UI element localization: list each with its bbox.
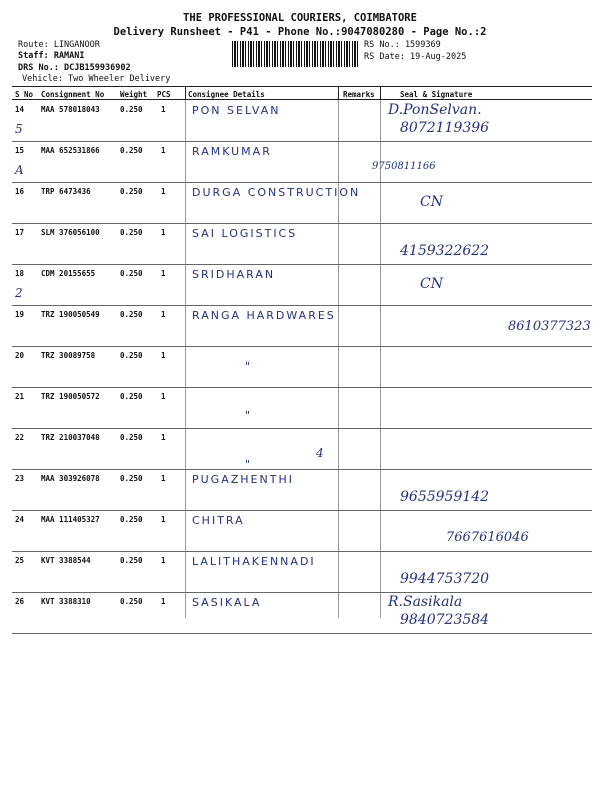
col-remarks: Remarks [343,90,375,99]
row-consignment-no: TRZ 30089758 [41,351,96,360]
row-signature: CN [420,194,443,210]
row-pcs: 1 [161,597,166,606]
row-sno: 17 [15,228,25,237]
row-weight: 0.250 [120,597,143,606]
row-pcs: 1 [161,556,166,565]
row-sno: 21 [15,392,25,401]
table-header-rule [12,99,592,100]
row-consignee: SRIDHARAN [192,268,276,281]
row-margin-mark: A [15,163,24,177]
row-pcs: 1 [161,228,166,237]
row-consignee: " [245,409,253,422]
row-weight: 0.250 [120,105,143,114]
table-row-rule [12,510,592,511]
row-consignment-no: TRP 6473436 [41,187,91,196]
col-divider [380,86,381,100]
row-consignment-no: TRZ 210037048 [41,433,100,442]
row-sno: 26 [15,597,25,606]
vehicle: Vehicle: Two Wheeler Delivery [22,74,171,84]
col-divider [338,86,339,100]
table-row-rule [12,305,592,306]
row-consignee: " [245,360,253,373]
row-sno: 16 [15,187,25,196]
row-weight: 0.250 [120,556,143,565]
row-pcs: 1 [161,187,166,196]
row-pcs: 1 [161,515,166,524]
table-row-rule [12,387,592,388]
row-signature: D.PonSelvan. [388,102,482,118]
table-row-rule [12,428,592,429]
row-phone-number: 9655959142 [400,489,490,505]
table-top-rule [12,86,592,87]
row-consignee: DURGA CONSTRUCTION [192,186,361,199]
col-seal-signature: Seal & Signature [400,90,473,99]
row-pcs: 1 [161,433,166,442]
rs-date: RS Date: 19-Aug-2025 [364,52,467,62]
row-consignment-no: CDM 20155655 [41,269,96,278]
rs-number: RS No.: 1599369 [364,40,441,50]
row-margin-mark: 4 [316,446,324,460]
row-consignment-no: KVT 3388310 [41,597,91,606]
staff: Staff: RAMANI [18,51,85,61]
row-margin-mark: 5 [15,122,23,136]
row-pcs: 1 [161,310,166,319]
col-divider [185,86,186,100]
row-sno: 23 [15,474,25,483]
row-consignment-no: TRZ 190050572 [41,392,100,401]
row-consignment-no: MAA 303926078 [41,474,100,483]
row-consignee: SASIKALA [192,596,262,609]
row-weight: 0.250 [120,433,143,442]
barcode [232,41,360,67]
row-weight: 0.250 [120,146,143,155]
row-consignment-no: MAA 111405327 [41,515,100,524]
row-phone-number: 4159322622 [400,243,490,259]
table-row-rule [12,592,592,593]
row-pcs: 1 [161,351,166,360]
row-consignee: " [245,458,253,471]
table-row-rule [12,182,592,183]
col-pcs: PCS [157,90,171,99]
col-divider [380,100,381,618]
row-sno: 15 [15,146,25,155]
table-row-rule [12,141,592,142]
runsheet-title: Delivery Runsheet - P41 - Phone No.:9047080280 - Page No.:2 [113,26,487,38]
row-consignee: PON SELVAN [192,104,281,117]
row-weight: 0.250 [120,392,143,401]
row-consignment-no: SLM 376056100 [41,228,100,237]
row-consignee: LALITHAKENNADI [192,555,316,568]
row-margin-mark: 2 [15,286,23,300]
row-weight: 0.250 [120,269,143,278]
row-pcs: 1 [161,146,166,155]
table-row-rule [12,633,592,634]
table-row-rule [12,264,592,265]
row-signature: CN [420,276,443,292]
row-phone-number: 8072119396 [400,120,490,136]
row-consignment-no: MAA 578018043 [41,105,100,114]
row-sno: 22 [15,433,25,442]
row-consignee: PUGAZHENTHI [192,473,294,486]
row-pcs: 1 [161,105,166,114]
row-consignment-no: TRZ 190050549 [41,310,100,319]
row-phone-number: 9750811166 [372,161,436,172]
row-phone-number: 9944753720 [400,571,490,587]
row-sno: 14 [15,105,25,114]
row-phone-number: 9840723584 [400,612,490,628]
table-row-rule [12,346,592,347]
row-consignment-no: MAA 652531866 [41,146,100,155]
row-weight: 0.250 [120,187,143,196]
row-phone-number: 8610377323 [508,319,591,334]
row-sno: 25 [15,556,25,565]
row-pcs: 1 [161,392,166,401]
row-consignee: CHITRA [192,514,245,527]
company-name: THE PROFESSIONAL COURIERS, COIMBATORE [183,12,417,24]
col-sno: S No [15,90,34,99]
col-divider [338,100,339,618]
row-weight: 0.250 [120,310,143,319]
row-weight: 0.250 [120,474,143,483]
row-weight: 0.250 [120,228,143,237]
table-row-rule [12,469,592,470]
row-signature: R.Sasikala [388,594,463,610]
row-phone-number: 7667616046 [446,530,529,545]
row-pcs: 1 [161,269,166,278]
table-row-rule [12,551,592,552]
row-weight: 0.250 [120,351,143,360]
route: Route: LINGANOOR [18,40,100,50]
row-weight: 0.250 [120,515,143,524]
row-consignee: SAI LOGISTICS [192,227,298,240]
row-sno: 19 [15,310,25,319]
row-consignee: RAMKUMAR [192,145,272,158]
row-sno: 20 [15,351,25,360]
drs-number: DRS No.: DCJB159936902 [18,63,131,73]
table-row-rule [12,223,592,224]
col-consignee: Consignee Details [188,90,265,99]
col-weight: Weight [120,90,148,99]
row-sno: 18 [15,269,25,278]
row-consignment-no: KVT 3388544 [41,556,91,565]
row-sno: 24 [15,515,25,524]
row-consignee: RANGA HARDWARES [192,309,336,322]
col-consignment: Consignment No [41,90,105,99]
row-pcs: 1 [161,474,166,483]
col-divider [185,100,186,618]
